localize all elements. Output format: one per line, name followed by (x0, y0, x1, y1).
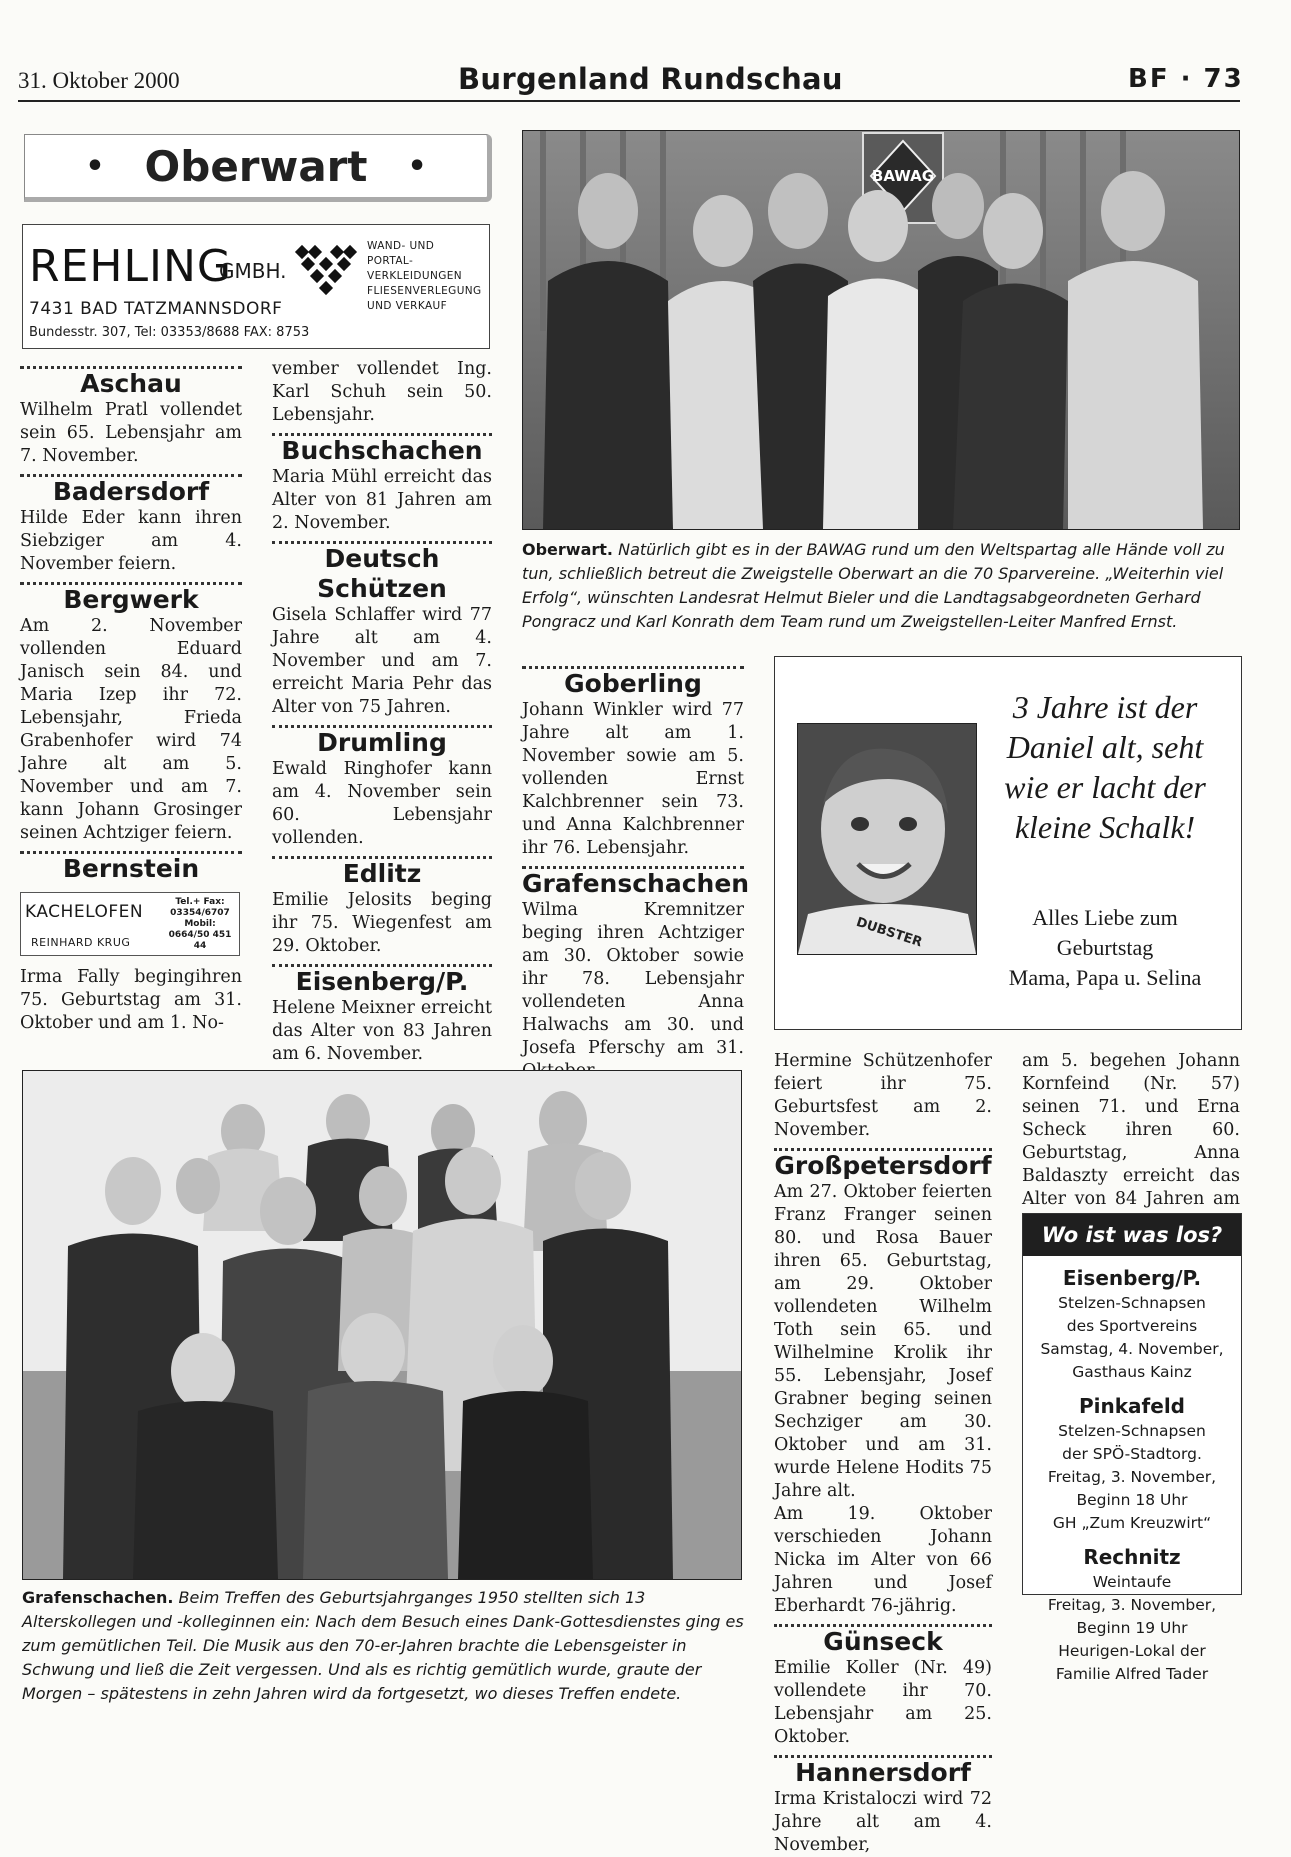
heading-goberling: Goberling (564, 669, 702, 698)
text-drumling: Ewald Ringhofer kann am 4. November sein 60. Lebensjahr vollenden. (272, 759, 492, 848)
heading-aschau: Aschau (80, 369, 182, 398)
column-3 (522, 666, 750, 1083)
column-5 (1022, 1050, 1240, 1234)
text-goberling: Johann Winkler wird 77 Jahre alt am 1. November sowie am 5. vollenden Ernst Kalchbrenner sein 73. und Anna Kalchbrenner ihr 76. Lebensjahr. (522, 700, 744, 858)
heading-edlitz: Edlitz (342, 859, 422, 888)
heading-bernstein: Bernstein (62, 854, 200, 883)
event-heading: Eisenberg/P. (1062, 1266, 1202, 1290)
caption-text: Natürlich gibt es in der BAWAG rund um den Weltspartag alle Hände voll zu tun, schließlich betreut die Zweigstelle Oberwart an die 70 Sparvereine. „Weiterhin viel Erfolg“, wünschten Landesrat Helmut Bieler und die Landtagsabgeordneten Gerhard Pongracz und Karl Konrath dem Team rund um Zweigstellen-Leiter Manfred Ernst. (522, 540, 1225, 631)
caption-grafenschachen (22, 1586, 744, 1706)
bawag-sign: BAWAG (871, 167, 935, 185)
events-box: Wo ist was los? Eisenberg/P. Stelzen-Schnapsen des Sportvereins Samstag, 4. November, Gasthaus Kainz Pinkafeld Stelzen-Schnapsen der SPÖ-Stadtorg. Freitag, 3. November, Beginn 18 Uhr GH „Zum Kreuzwirt“ Rechnitz Weintaufe Freitag, 3. November, Beginn 19 Uhr Heurigen-Lokal der Familie Alfred Tader (1022, 1213, 1242, 1595)
text-continued: am 5. begehen Johann Kornfeind (Nr. 57) seinen 71. und Erna Scheck ihren 60. Geburtstag, Anna Baldaszty erreicht das Alter von 84 Jahren am (1022, 1051, 1240, 1209)
section-tab (24, 134, 492, 202)
ad-street: Bundesstr. 307, Tel: 03353/8688 FAX: 8753 (29, 325, 310, 340)
caption-place: Oberwart. (522, 540, 613, 559)
group-photo-image (523, 131, 1239, 529)
text-bernstein: Irma Fally begingihren 75. Geburtstag am 31. Oktober und am 1. No- (20, 967, 242, 1033)
child-photo (797, 723, 977, 955)
column-2 (272, 358, 492, 1066)
birthday-greeting: Alles Liebe zum Geburtstag (1032, 905, 1178, 960)
bullet-icon: • (85, 148, 105, 184)
heading-hannersdorf: Hannersdorf (795, 1758, 971, 1787)
heading-badersdorf: Badersdorf (52, 477, 210, 506)
bullet-icon: • (407, 148, 427, 184)
page-number: BF · 73 (1128, 64, 1244, 94)
header-rule (18, 100, 1240, 102)
heading-drumling: Drumling (317, 728, 447, 757)
event-heading: Pinkafeld (1079, 1394, 1185, 1418)
text-aschau: Wilhelm Pratl vollendet sein 65. Lebensjahr am 7. November. (20, 400, 242, 466)
child-photo-image (798, 724, 976, 954)
text-guenseck: Emilie Koller (Nr. 49) vollendete ihr 70. Lebensjahr am 25. Oktober. (774, 1658, 992, 1747)
text-eisenberg: Helene Meixner erreicht das Alter von 83 Jahren am 6. November. (272, 998, 492, 1064)
text-edlitz: Emilie Jelosits beging ihr 75. Wiegenfest am 29. Oktober. (272, 890, 492, 956)
events-title: Wo ist was los? (1023, 1214, 1241, 1256)
text-hannersdorf: Irma Kristaloczi wird 72 Jahre alt am 4. November, (774, 1789, 992, 1855)
heading-grafenschachen: Grafenschachen (522, 869, 750, 898)
group-photo-image (23, 1071, 741, 1579)
heading-guenseck: Günseck (823, 1627, 943, 1656)
kachel-contact: Tel.+ Fax: 03354/6707 Mobil: 0664/50 451 44 (168, 897, 232, 951)
text-continued: Hermine Schützenhofer feiert ihr 75. Geburtsfest am 2. November. (774, 1051, 992, 1140)
ad-company: REHLING (29, 241, 232, 292)
heading-buchschachen: Buchschachen (281, 436, 483, 465)
text-badersdorf: Hilde Eder kann ihren Siebziger am 4. November feiern. (20, 508, 242, 574)
text-grafenschachen: Wilma Kremnitzer beging ihren Achtziger am 30. Oktober sowie ihr 78. Lebensjahr vollendeten Anna Halwachs am 30. und Josefa Pferschy am 31. (522, 900, 744, 1058)
heading-deutsch-schuetzen: Deutsch Schützen (317, 544, 447, 603)
birthday-signature: Mama, Papa u. Selina (1008, 965, 1202, 990)
kachel-owner: REINHARD KRUG (31, 936, 131, 949)
section-title: Oberwart (144, 141, 368, 191)
photo-grafenschachen (22, 1070, 742, 1580)
caption-oberwart (522, 538, 1242, 634)
birthday-ad (774, 656, 1242, 1030)
caption-text: Beim Treffen des Geburtsjahrganges 1950 stellten sich 13 Alterskollegen und -kolleginnen ein: Nach dem Besuch eines Dank-Gottesdienstes ging es zum gemütlichen Teil. Die Musik aus den 70-er-Jahren brachte die Lebensgeister in Schwung und ließ die Zeit vergessen. Und als es richtig gemütlich wurde, graute der Morgen – spätestens in zehn Jahren wird da fortgesetzt, wo dieses Treffen endete. (22, 1588, 744, 1703)
newspaper-title: Burgenland Rundschau (458, 62, 843, 96)
text-continued: vember vollendet Ing. Karl Schuh sein 50. Lebensjahr. (272, 359, 492, 425)
ad-services: WAND- UND PORTAL- VERKLEIDUNGEN FLIESENVERLEGUNG UND VERKAUF (367, 240, 482, 312)
heading-bergwerk: Bergwerk (63, 585, 199, 614)
issue-date: 31. Oktober 2000 (18, 68, 180, 93)
text-bergwerk: Am 2. November vollenden Eduard Janisch sein 84. und Maria Izep ihr 72. Lebensjahr, Frieda Grabenhofer wird 74 Jahre alt am 5. November und am 7. kann Johann Grosinger seinen Achtziger feiern. (20, 616, 242, 843)
text-deutsch-schuetzen: Gisela Schlaffer wird 77 Jahre alt am 4. November und am 7. erreicht Maria Pehr das Alter von 75 Jahren. (272, 605, 492, 717)
shirt-print: DUBSTER (854, 914, 924, 951)
column-4 (774, 1050, 992, 1857)
ad-address: 7431 BAD TATZMANNSDORF (29, 299, 283, 319)
column-1 (20, 366, 242, 1035)
caption-place: Grafenschachen. (22, 1588, 174, 1607)
kachel-name: KACHELOFEN (25, 902, 144, 922)
birthday-text: 3 Jahre ist der Daniel alt, seht wie er lacht der kleine Schalk! (1004, 689, 1206, 845)
event-heading: Rechnitz (1083, 1545, 1181, 1569)
text-grosspetersdorf: Am 27. Oktober feierten Franz Franger seinen 80. und Rosa Bauer ihren 65. Geburtstag, am 29. Oktober vollendeten Wilhelm Toth sein 65. und Wilhelmine Krolik ihr 55. Lebensjahr, Josef Grabner beging seinen Sechziger am 30. Oktober und am 31. wurde Helene Hodits 75 Jahre alt. (774, 1182, 992, 1501)
text-grosspetersdorf-deaths: Am 19. Oktober verschieden Johann Nicka im Alter von 66 Jahren und Josef Eberhardt 76-jährig. (774, 1504, 992, 1616)
tile-heart-icon (293, 241, 359, 301)
kachelofen-ad (20, 892, 240, 956)
heading-grosspetersdorf: Großpetersdorf (774, 1151, 992, 1180)
rehling-ad (22, 224, 490, 349)
photo-oberwart (522, 130, 1240, 530)
heading-eisenberg: Eisenberg/P. (295, 967, 469, 996)
ad-legal-form: GMBH. (219, 259, 287, 283)
text-buchschachen: Maria Mühl erreicht das Alter von 81 Jahren am 2. November. (272, 467, 492, 533)
